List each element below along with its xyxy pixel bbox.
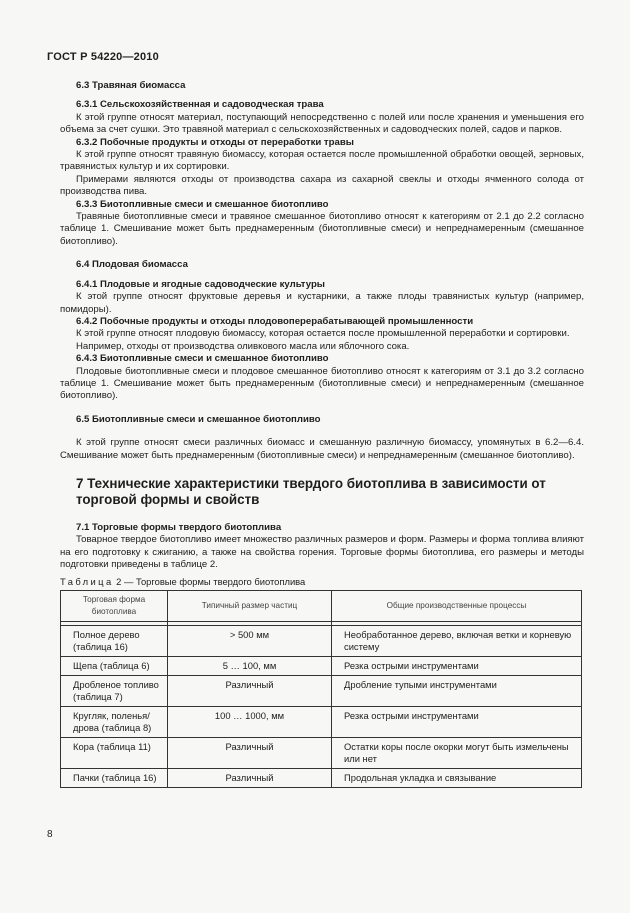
section-6-3-2-text-2: Примерами являются отходы от производства сахара из сахарной свеклы и отходы ячменного солода от производства пива. xyxy=(60,173,584,198)
page-number: 8 xyxy=(47,829,53,840)
cell-process: Остатки коры после окорки могут быть измельчены или нет xyxy=(332,738,582,769)
section-6-3-3-title: 6.3.3 Биотопливные смеси и смешанное биотопливо xyxy=(76,198,329,210)
section-6-4-1-text: К этой группе относят фруктовые деревья и кустарники, а также плоды травянистых культур (например, помидоры). xyxy=(60,291,584,315)
page-content xyxy=(60,80,584,788)
table-2 xyxy=(60,590,582,788)
cell-size: Различный xyxy=(168,676,332,707)
cell-process: Дробление тупыми инструментами xyxy=(332,676,582,707)
cell-size: 5 … 100, мм xyxy=(168,657,332,676)
cell-form: Кора (таблица 11) xyxy=(61,738,168,769)
cell-size: Различный xyxy=(168,738,332,769)
section-7-title: 7 Технические характеристики твердого биотоплива в зависимости от торговой формы и свойств xyxy=(76,475,546,507)
section-6-4-3-text: Плодовые биотопливные смеси и плодовое смешанное биотопливо относят к категориям от 3.1 до 3.2 согласно таблице 1. Смешивание может быть преднамеренным (биотопливные смеси) и непреднамеренным (смешанное биотопливо). xyxy=(60,365,584,402)
table-caption-text: 2 — Торговые формы твердого биотоплива xyxy=(113,575,306,587)
table-row xyxy=(61,676,582,707)
section-6-4-2-text-1: К этой группе относят плодовую биомассу, которая остается после промышленной переработки и сортировки. xyxy=(76,328,570,340)
table-row xyxy=(61,738,582,769)
section-6-3-1-title: 6.3.1 Сельскохозяйственная и садоводческая трава xyxy=(76,99,324,111)
section-6-5-title: 6.5 Биотопливные смеси и смешанное биотопливо xyxy=(76,413,321,425)
section-6-4-title: 6.4 Плодовая биомасса xyxy=(76,259,188,271)
section-6-4-2-text-2: Например, отходы от производства оливкового масла или яблочного сока. xyxy=(76,340,410,352)
col-header-size: Типичный размер частиц xyxy=(168,591,332,622)
table-row xyxy=(61,769,582,788)
section-6-3-3-text: Травяные биотопливные смеси и травяное смешанное биотопливо относят к категориям от 2.1 до 2.2 согласно таблице 1. Смешивание может быть преднамеренным (биотопливные смеси) и непреднамеренным (смешанное биотопливо). xyxy=(60,211,584,247)
section-6-5-text: К этой группе относят смеси различных биомасс и смешанную различную биомассу, упомянутых в 6.2—6.4. Смешивание может быть преднамеренным (биотопливные смеси) и непреднамеренным (смешанное биотопливо). xyxy=(60,437,584,461)
cell-size: Различный xyxy=(168,769,332,788)
section-6-3-title: 6.3 Травяная биомасса xyxy=(76,80,186,91)
col-header-form: Торговая форма биотоплива xyxy=(61,591,168,622)
cell-process: Необработанное дерево, включая ветки и корневую систему xyxy=(332,626,582,657)
section-6-4-2-title: 6.4.2 Побочные продукты и отходы плодовоперерабатывающей промышленности xyxy=(76,315,474,327)
cell-process: Резка острыми инструментами xyxy=(332,707,582,738)
cell-process: Резка острыми инструментами xyxy=(332,657,582,676)
cell-form: Пачки (таблица 16) xyxy=(61,769,168,788)
section-7-1-title: 7.1 Торговые формы твердого биотоплива xyxy=(76,521,282,533)
table-row xyxy=(61,657,582,676)
cell-size: > 500 мм xyxy=(168,626,332,657)
table-row xyxy=(61,626,582,657)
table-2-caption xyxy=(60,576,584,588)
section-6-3-2-text-1: К этой группе относят травяную биомассу, которая остается после промышленной обработки овощей, зерновых, травянистых культур и их сортировки. xyxy=(60,149,584,173)
section-6-4-1-title: 6.4.1 Плодовые и ягодные садоводческие культуры xyxy=(76,278,325,290)
col-header-process: Общие производственные процессы xyxy=(332,591,582,622)
cell-form: Дробленое топливо (таблица 7) xyxy=(61,676,168,707)
section-6-4-3-title: 6.4.3 Биотопливные смеси и смешанное биотопливо xyxy=(76,353,329,365)
section-7-1-text: Товарное твердое биотопливо имеет множество различных размеров и форм. Размеры и форма топлива влияют на его подготовку к сжиганию, а также на свойства горения. Торговые формы биотоплива, его размеры и методы подготовки приведены в таблице 2. xyxy=(60,534,584,571)
table-header-row xyxy=(61,591,582,622)
cell-form: Щепа (таблица 6) xyxy=(61,657,168,676)
cell-form: Кругляк, поленья/дрова (таблица 8) xyxy=(61,707,168,738)
section-6-3-2-title: 6.3.2 Побочные продукты и отходы от переработки травы xyxy=(76,136,354,148)
table-row xyxy=(61,707,582,738)
table-caption-word: Таблица xyxy=(60,575,114,587)
cell-process: Продольная укладка и связывание xyxy=(332,769,582,788)
section-6-3-1-text: К этой группе относят материал, поступающий непосредственно с полей или после хранения и уменьшения его объема за счет сушки. Это травяной материал с сельскохозяйственных и садоводческих полей, садов и парков. xyxy=(60,111,584,136)
standard-header: ГОСТ Р 54220—2010 xyxy=(47,51,159,63)
cell-size: 100 … 1000, мм xyxy=(168,707,332,738)
cell-form: Полное дерево (таблица 16) xyxy=(61,626,168,657)
